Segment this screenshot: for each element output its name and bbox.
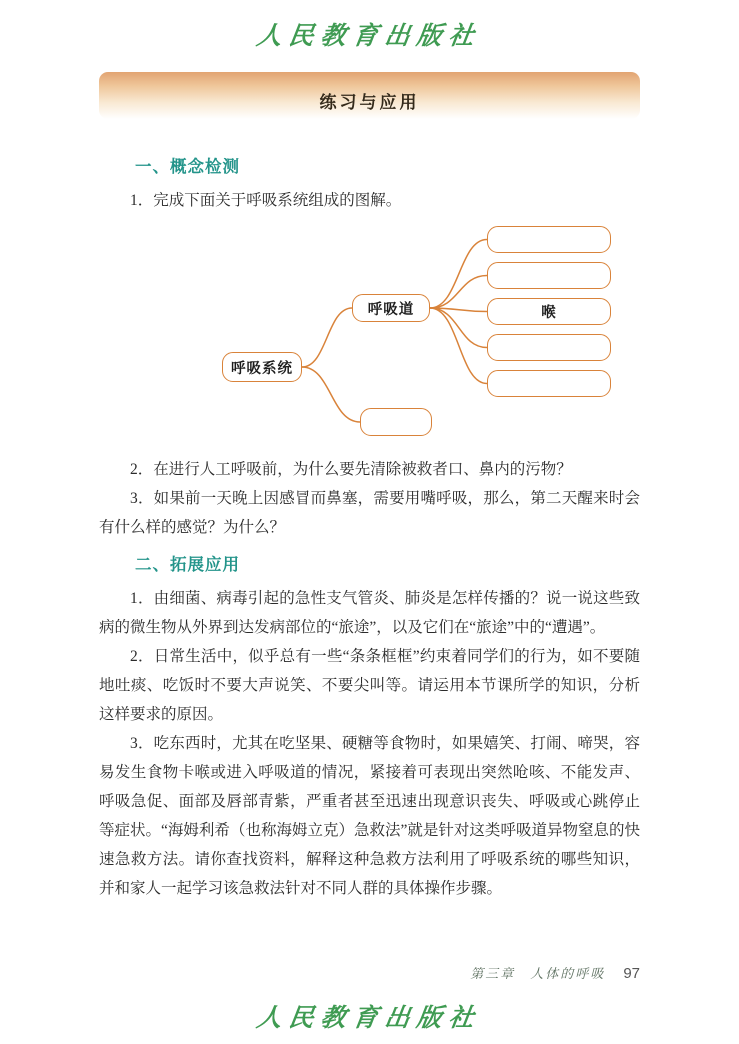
section-heading-concept-check: 一、概念检测	[135, 158, 240, 176]
exercise-banner	[99, 72, 640, 119]
page-footer	[470, 963, 640, 982]
publisher-logo-text: 人民教育出版社	[255, 1003, 484, 1032]
diagram-box-blank-lower	[360, 408, 432, 436]
diagram-box-larynx	[487, 298, 611, 325]
diagram-box-blank-4	[487, 334, 611, 361]
diagram-box-respiratory-system	[222, 352, 302, 382]
diagram-box-label: 呼吸系统	[231, 360, 293, 377]
publisher-logo-bottom	[0, 998, 739, 1034]
question-concept-3: 3．如果前一天晚上因感冒而鼻塞，需要用嘴呼吸，那么，第二天醒来时会有什么样的感觉？为什么？	[99, 490, 640, 536]
diagram-box-blank-5	[487, 370, 611, 397]
question-concept-2: 2．在进行人工呼吸前，为什么要先清除被救者口、鼻内的污物？	[130, 461, 572, 478]
chapter-label: 第三章 人体的呼吸	[470, 966, 606, 981]
banner-title: 练习与应用	[319, 93, 420, 112]
publisher-logo-text: 人民教育出版社	[255, 21, 484, 50]
question-extended-1: 1．由细菌、病毒引起的急性支气管炎、肺炎是怎样传播的？说一说这些致病的微生物从外界到达发病部位的“旅途”，以及它们在“旅途”中的“遭遇”。	[99, 590, 640, 636]
diagram-box-label: 呼吸道	[367, 301, 415, 318]
page-number: 97	[623, 965, 640, 982]
section-heading-extended-application: 二、拓展应用	[135, 556, 240, 574]
diagram-box-blank-2	[487, 262, 611, 289]
publisher-logo-top	[0, 0, 739, 72]
diagram-box-label: 喉	[541, 305, 557, 321]
diagram-box-blank-1	[487, 226, 611, 253]
page-content	[99, 72, 640, 903]
diagram-box-airway	[352, 294, 430, 322]
question-extended-2: 2．日常生活中，似乎总有一些“条条框框”约束着同学们的行为，如不要随地吐痰、吃饭时不要大声说笑、不要尖叫等。请运用本节课所学的知识，分析这样要求的原因。	[99, 648, 640, 723]
question-extended-3: 3．吃东西时，尤其在吃坚果、硬糖等食物时，如果嬉笑、打闹、啼哭，容易发生食物卡喉或进入呼吸道的情况，紧接着可表现出突然呛咳、不能发声、呼吸急促、面部及唇部青紫，严重者甚至迅速出现意识丧失、呼吸或心跳停止等症状。“海姆利希（也称海姆立克）急救法”就是针对这类呼吸道异物窒息的快速急救方法。请你查找资料，解释这种急救方法利用了呼吸系统的哪些知识，并和家人一起学习该急救法针对不同人群的具体操作步骤。	[99, 735, 640, 897]
question-concept-1: 1．完成下面关于呼吸系统组成的图解。	[130, 192, 402, 209]
respiratory-system-diagram	[149, 218, 629, 450]
